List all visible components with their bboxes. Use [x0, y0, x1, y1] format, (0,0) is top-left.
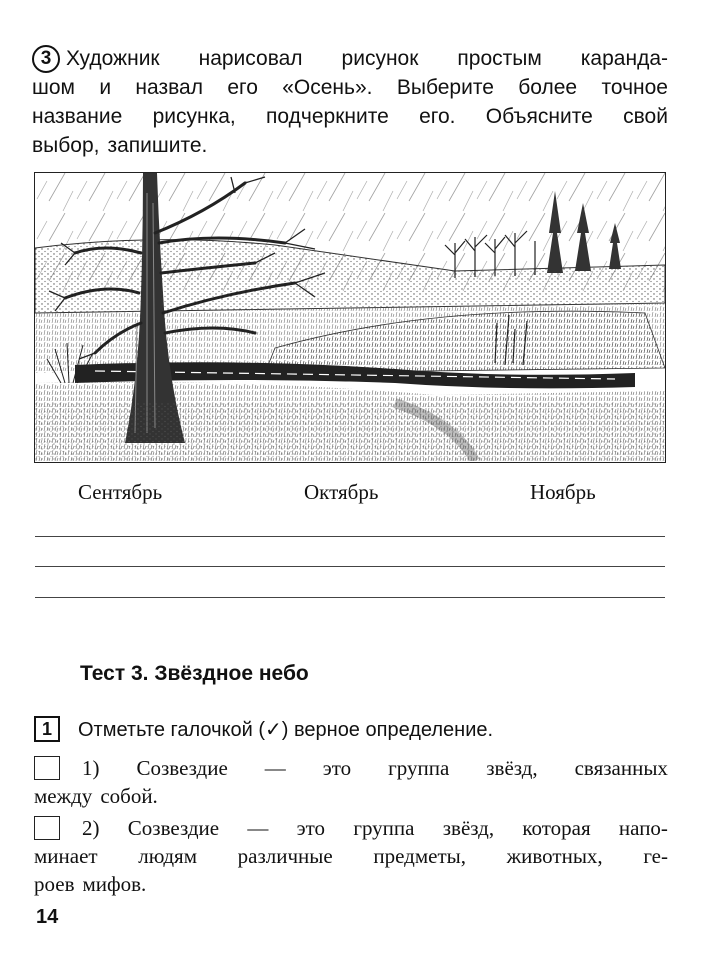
- task-word: назвал: [135, 76, 203, 99]
- test-title: Тест 3. Звёздное небо: [80, 662, 309, 685]
- task-3-number: 3: [32, 45, 60, 73]
- task-word: каранда-: [580, 47, 668, 70]
- option-word: связанных: [574, 756, 668, 780]
- task-word: рисунка,: [152, 105, 236, 128]
- task-3-line-1: [32, 44, 668, 73]
- option-word: между: [34, 784, 93, 808]
- task-word: выбор,: [32, 134, 100, 157]
- task-word: шом: [32, 76, 75, 99]
- answer-line-3[interactable]: [35, 597, 665, 598]
- page-number: 14: [36, 906, 59, 928]
- option-word: звёзд,: [486, 756, 538, 780]
- option-word: 2): [82, 816, 100, 840]
- task-word: рисунок: [341, 47, 419, 70]
- option-word: ге-: [643, 844, 668, 868]
- task-word: свой: [623, 105, 668, 128]
- option-word: минает: [34, 844, 98, 868]
- month-option-october[interactable]: Октябрь: [304, 480, 379, 504]
- question-1-header: [34, 716, 493, 742]
- task-word: Выберите: [396, 76, 494, 99]
- task-word: точное: [601, 76, 668, 99]
- task-3-line-3: [32, 102, 668, 131]
- option-word: животных,: [506, 844, 603, 868]
- task-word: Художник: [66, 47, 160, 70]
- option-word: напо-: [618, 816, 668, 840]
- option-word: которая: [522, 816, 591, 840]
- month-option-september[interactable]: Сентябрь: [78, 480, 163, 504]
- task-word: название: [32, 105, 123, 128]
- option-word: это: [322, 756, 352, 780]
- option-word: различные: [237, 844, 333, 868]
- answer-line-1[interactable]: [35, 536, 665, 537]
- option-word: роев: [34, 872, 75, 896]
- task-word: нарисовал: [198, 47, 303, 70]
- task-word: простым: [457, 47, 542, 70]
- task-3-line-2: [32, 73, 668, 102]
- option-word: —: [264, 756, 286, 780]
- option-1-checkbox[interactable]: [34, 756, 60, 780]
- answer-line-2[interactable]: [35, 566, 665, 567]
- option-word: собой.: [100, 784, 158, 808]
- task-3-text: [32, 44, 668, 160]
- task-word: Объясните: [485, 105, 593, 128]
- question-1-number: 1: [34, 716, 60, 742]
- task-word: запишите.: [107, 134, 208, 157]
- task-3-line-4: [32, 131, 668, 160]
- task-word: его: [227, 76, 258, 99]
- task-word: его.: [419, 105, 456, 128]
- task-word: и: [99, 76, 112, 99]
- option-word: —: [247, 816, 269, 840]
- month-option-november[interactable]: Ноябрь: [530, 480, 596, 504]
- task-word: подчеркните: [266, 105, 389, 128]
- month-options: [0, 480, 715, 510]
- landscape-illustration: [35, 173, 665, 461]
- option-word: звёзд,: [442, 816, 495, 840]
- option-word: группа: [388, 756, 450, 780]
- task-word: более: [518, 76, 578, 99]
- task-word: «Осень».: [282, 76, 373, 99]
- option-word: 1): [82, 756, 100, 780]
- option-2: [34, 814, 668, 898]
- option-word: группа: [353, 816, 415, 840]
- option-2-checkbox[interactable]: [34, 816, 60, 840]
- option-word: людям: [138, 844, 197, 868]
- option-word: Созвездие: [127, 816, 220, 840]
- question-1-prompt: Отметьте галочкой (✓) верное определение.: [78, 718, 494, 741]
- option-word: это: [296, 816, 326, 840]
- autumn-landscape-drawing: [34, 172, 666, 463]
- option-word: Созвездие: [136, 756, 228, 780]
- option-word: предметы,: [373, 844, 466, 868]
- option-word: мифов.: [82, 872, 147, 896]
- option-1: [34, 754, 668, 810]
